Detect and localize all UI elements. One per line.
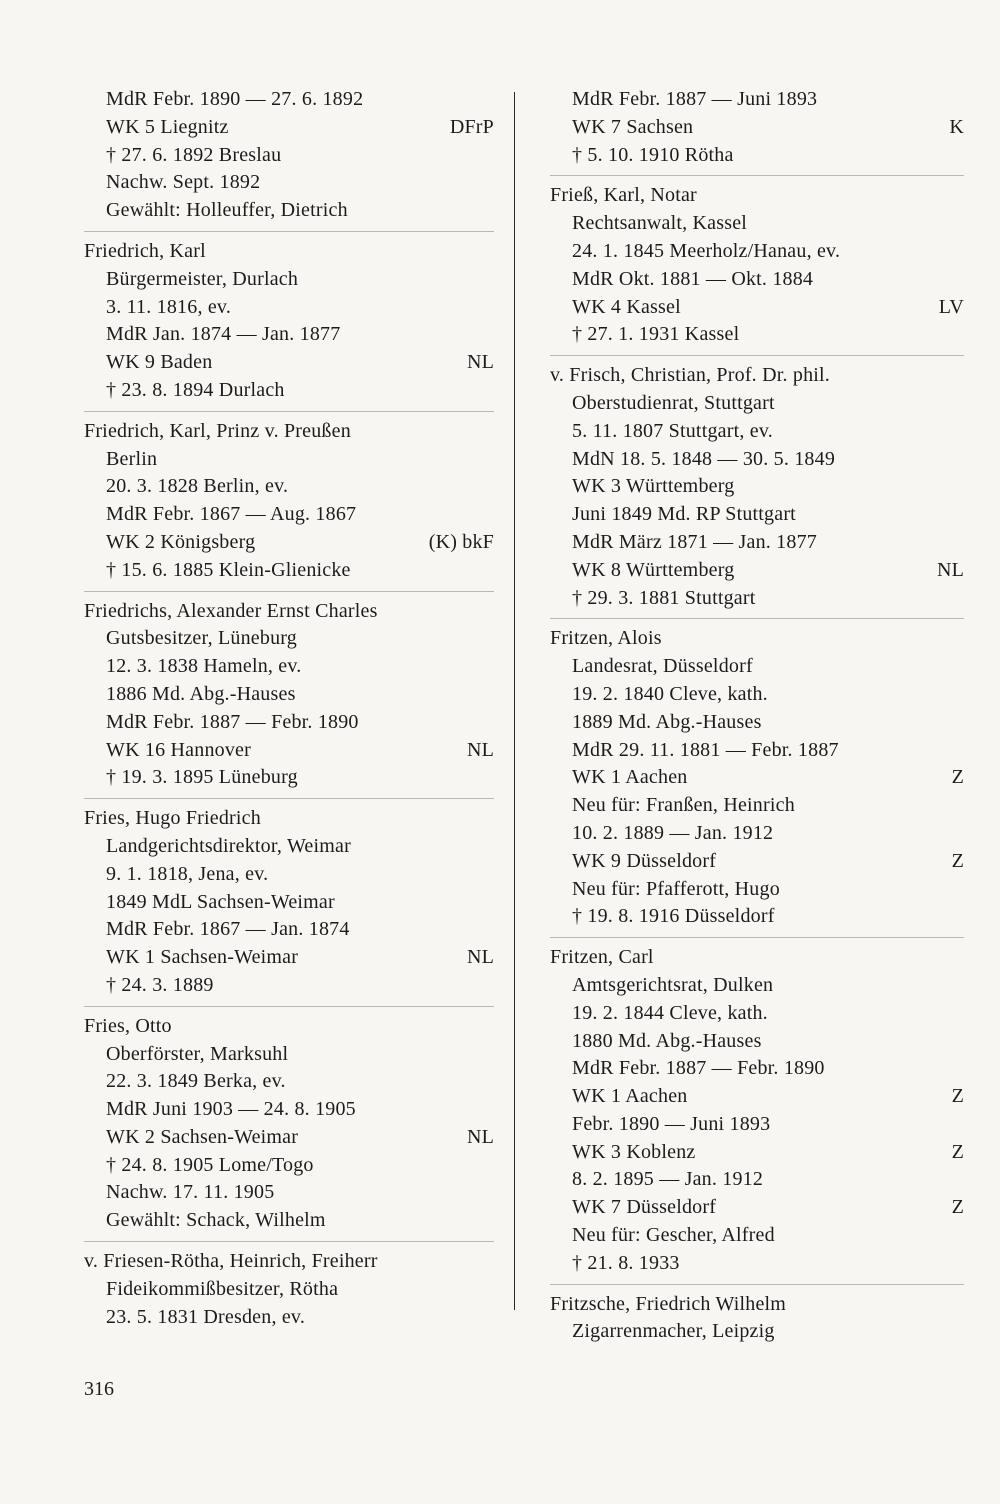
line-text: MdR Febr. 1867 — Aug. 1867 [106,503,357,526]
line-text: Febr. 1890 — Juni 1893 [572,1112,771,1135]
entry-detail-line [84,169,494,197]
entry-detail-line [84,1124,494,1152]
line-text: 9. 1. 1818, Jena, ev. [106,862,269,885]
party-abbreviation: (K) bkF [428,530,494,553]
line-text: MdR Juni 1903 — 24. 8. 1905 [106,1098,356,1121]
entry-detail-line [84,861,494,889]
entry-detail-line [550,972,964,1000]
entry-detail-line [84,529,494,557]
entry-name [550,182,964,210]
line-text: Gewählt: Holleuffer, Dietrich [106,199,348,222]
line-text: WK 2 Sachsen-Weimar [106,1125,299,1148]
entry-name [550,625,964,653]
party-abbreviation: NL [936,558,964,581]
entry-detail-line [550,266,964,294]
line-text: 5. 11. 1807 Stuttgart, ev. [572,419,773,442]
line-text: † 24. 8. 1905 Lome/Togo [106,1153,314,1176]
line-text: MdR Febr. 1887 — Febr. 1890 [572,1057,825,1080]
entry-detail-line [550,142,964,170]
line-text: MdR Okt. 1881 — Okt. 1884 [572,267,814,290]
entry-detail-line [84,1276,494,1304]
entry-detail-line [550,653,964,681]
line-text: v. Friesen-Rötha, Heinrich, Freiherr [84,1250,378,1273]
entry-name [84,418,494,446]
line-text: Friedrichs, Alexander Ernst Charles [84,599,378,622]
entry-detail-line [84,114,494,142]
entry-detail-line [550,238,964,266]
entry-detail-line [550,585,964,613]
line-text: Frieß, Karl, Notar [550,184,697,207]
entry-detail-line [84,1096,494,1124]
entry-detail-line [550,390,964,418]
line-text: 3. 11. 1816, ev. [106,295,232,318]
line-text: † 21. 8. 1933 [572,1251,680,1274]
line-text: Berlin [106,447,158,470]
line-text: Fritzen, Alois [550,627,662,650]
entry-detail-line [84,557,494,585]
entry-detail-line [550,114,964,142]
entry-detail-line [84,1068,494,1096]
line-text: WK 4 Kassel [572,295,681,318]
line-text: † 5. 10. 1910 Rötha [572,143,734,166]
line-text: 19. 2. 1844 Cleve, kath. [572,1001,768,1024]
line-text: Oberstudienrat, Stuttgart [572,391,775,414]
entry-detail-line [84,321,494,349]
entry-detail-line [84,737,494,765]
line-text: WK 7 Sachsen [572,115,694,138]
register-entry [84,86,494,231]
line-text: † 19. 3. 1895 Lüneburg [106,766,298,789]
line-text: 8. 2. 1895 — Jan. 1912 [572,1168,764,1191]
line-text: Nachw. 17. 11. 1905 [106,1181,275,1204]
line-text: WK 8 Württemberg [572,558,735,581]
line-text: † 23. 8. 1894 Durlach [106,378,285,401]
entry-detail-line [84,142,494,170]
line-text: Friedrich, Karl, Prinz v. Preußen [84,419,351,442]
register-entry [550,355,964,618]
line-text: MdR Febr. 1890 — 27. 6. 1892 [106,88,364,110]
line-text: 12. 3. 1838 Hameln, ev. [106,655,302,678]
party-abbreviation: NL [466,946,494,969]
entry-detail-line [550,1111,964,1139]
entry-detail-line [550,501,964,529]
entry-detail-line [84,944,494,972]
entry-detail-line [550,876,964,904]
line-text: Bürgermeister, Durlach [106,267,299,290]
line-text: WK 3 Koblenz [572,1140,696,1163]
line-text: 1849 MdL Sachsen-Weimar [106,890,335,913]
line-text: Nachw. Sept. 1892 [106,171,261,194]
line-text: 1880 Md. Abg.-Hauses [572,1029,762,1052]
line-text: Juni 1849 Md. RP Stuttgart [572,503,796,526]
entry-detail-line [84,294,494,322]
register-entry [84,411,494,591]
entry-detail-line [84,473,494,501]
entry-detail-line [550,446,964,474]
entry-detail-line [550,709,964,737]
entry-detail-line [550,820,964,848]
line-text: WK 7 Düsseldorf [572,1196,717,1219]
entry-detail-line [550,903,964,931]
entry-detail-line [550,681,964,709]
entry-detail-line [550,1083,964,1111]
entry-detail-line [550,737,964,765]
entry-detail-line [550,792,964,820]
register-entry [550,86,964,175]
column-divider [514,92,515,1310]
line-text: WK 3 Württemberg [572,475,735,498]
line-text: † 27. 1. 1931 Kassel [572,323,740,346]
line-text: WK 1 Sachsen-Weimar [106,946,299,969]
entry-detail-line [550,1318,964,1346]
party-abbreviation: NL [466,351,494,374]
line-text: WK 1 Aachen [572,1085,688,1108]
line-text: Neu für: Franßen, Heinrich [572,794,795,817]
entry-detail-line [84,833,494,861]
line-text: 1886 Md. Abg.-Hauses [106,682,296,705]
line-text: 23. 5. 1831 Dresden, ev. [106,1305,306,1328]
register-entry [84,1241,494,1337]
line-text: 22. 3. 1849 Berka, ev. [106,1070,286,1093]
entry-detail-line [84,889,494,917]
line-text: MdR März 1871 — Jan. 1877 [572,530,817,553]
entry-detail-line [550,557,964,585]
register-entry [84,1006,494,1241]
line-text: Fideikommißbesitzer, Rötha [106,1277,339,1300]
line-text: † 19. 8. 1916 Düsseldorf [572,905,775,928]
line-text: MdR Febr. 1887 — Juni 1893 [572,88,818,110]
entry-detail-line [84,86,494,114]
entry-detail-line [84,377,494,405]
line-text: WK 1 Aachen [572,766,688,789]
line-text: Fritzsche, Friedrich Wilhelm [550,1292,787,1315]
register-entry [550,1284,964,1353]
register-entry [84,591,494,799]
line-text: MdR Jan. 1874 — Jan. 1877 [106,323,341,346]
line-text: Gewählt: Schack, Wilhelm [106,1209,326,1232]
line-text: Fries, Hugo Friedrich [84,807,261,830]
left-column [84,86,494,1337]
party-abbreviation: NL [466,738,494,761]
party-abbreviation: Z [951,766,964,789]
line-text: † 15. 6. 1885 Klein-Glienicke [106,558,351,581]
line-text: 24. 1. 1845 Meerholz/Hanau, ev. [572,239,841,262]
entry-detail-line [550,848,964,876]
entry-detail-line [550,1166,964,1194]
entry-detail-line [550,1250,964,1278]
line-text: MdR Febr. 1887 — Febr. 1890 [106,710,359,733]
entry-name [84,1248,494,1276]
entry-name [550,362,964,390]
entry-detail-line [550,473,964,501]
line-text: Gutsbesitzer, Lüneburg [106,627,297,650]
entry-detail-line [84,1304,494,1332]
line-text: Landesrat, Düsseldorf [572,655,753,678]
line-text: Fries, Otto [84,1014,172,1037]
entry-detail-line [84,501,494,529]
party-abbreviation: DFrP [449,115,494,138]
line-text: Fritzen, Carl [550,946,654,969]
party-abbreviation: LV [938,295,964,318]
entry-detail-line [550,418,964,446]
line-text: 20. 3. 1828 Berlin, ev. [106,475,289,498]
party-abbreviation: Z [951,1196,964,1219]
line-text: Rechtsanwalt, Kassel [572,212,748,235]
entry-detail-line [550,210,964,238]
line-text: MdN 18. 5. 1848 — 30. 5. 1849 [572,447,836,470]
register-entry [550,618,964,937]
entry-detail-line [550,1222,964,1250]
party-abbreviation: Z [951,1140,964,1163]
entry-detail-line [550,1000,964,1028]
entry-detail-line [550,321,964,349]
entry-detail-line [550,1139,964,1167]
line-text: 1889 Md. Abg.-Hauses [572,710,762,733]
line-text: WK 5 Liegnitz [106,115,229,138]
register-entry [550,937,964,1284]
right-column [550,86,964,1352]
entry-detail-line [550,1055,964,1083]
line-text: 19. 2. 1840 Cleve, kath. [572,682,768,705]
entry-name [550,1291,964,1319]
party-abbreviation: Z [951,1085,964,1108]
line-text: Landgerichtsdirektor, Weimar [106,834,351,857]
entry-detail-line [550,1028,964,1056]
register-entry [550,175,964,355]
entry-detail-line [84,197,494,225]
line-text: † 27. 6. 1892 Breslau [106,143,282,166]
entry-detail-line [550,294,964,322]
line-text: Neu für: Pfafferott, Hugo [572,877,780,900]
line-text: 10. 2. 1889 — Jan. 1912 [572,821,774,844]
line-text: Oberförster, Marksuhl [106,1042,289,1065]
entry-detail-line [84,1179,494,1207]
line-text: † 24. 3. 1889 [106,973,214,996]
line-text: WK 9 Düsseldorf [572,849,717,872]
entry-detail-line [84,1207,494,1235]
entry-detail-line [550,1194,964,1222]
line-text: WK 9 Baden [106,351,213,374]
line-text: Zigarrenmacher, Leipzig [572,1320,775,1343]
entry-detail-line [84,349,494,377]
page-number: 316 [84,1378,114,1400]
entry-detail-line [84,1041,494,1069]
entry-name [84,805,494,833]
party-abbreviation: K [949,115,964,138]
line-text: † 29. 3. 1881 Stuttgart [572,586,756,609]
entry-detail-line [84,709,494,737]
register-entry [84,798,494,1006]
entry-name [84,238,494,266]
entry-detail-line [84,764,494,792]
entry-detail-line [550,764,964,792]
line-text: Amtsgerichtsrat, Dulken [572,973,774,996]
entry-name [84,1013,494,1041]
line-text: WK 2 Königsberg [106,530,256,553]
line-text: MdR Febr. 1867 — Jan. 1874 [106,918,350,941]
entry-detail-line [84,446,494,474]
line-text: MdR 29. 11. 1881 — Febr. 1887 [572,738,839,761]
entry-detail-line [84,916,494,944]
line-text: v. Frisch, Christian, Prof. Dr. phil. [550,364,830,387]
line-text: Neu für: Gescher, Alfred [572,1224,775,1247]
entry-detail-line [84,1152,494,1180]
entry-detail-line [84,266,494,294]
party-abbreviation: Z [951,849,964,872]
line-text: Friedrich, Karl [84,239,206,262]
entry-name [550,944,964,972]
entry-detail-line [550,529,964,557]
line-text: WK 16 Hannover [106,738,251,761]
party-abbreviation: NL [466,1125,494,1148]
entry-detail-line [550,86,964,114]
entry-detail-line [84,681,494,709]
entry-name [84,598,494,626]
entry-detail-line [84,653,494,681]
register-entry [84,231,494,411]
entry-detail-line [84,972,494,1000]
entry-detail-line [84,625,494,653]
